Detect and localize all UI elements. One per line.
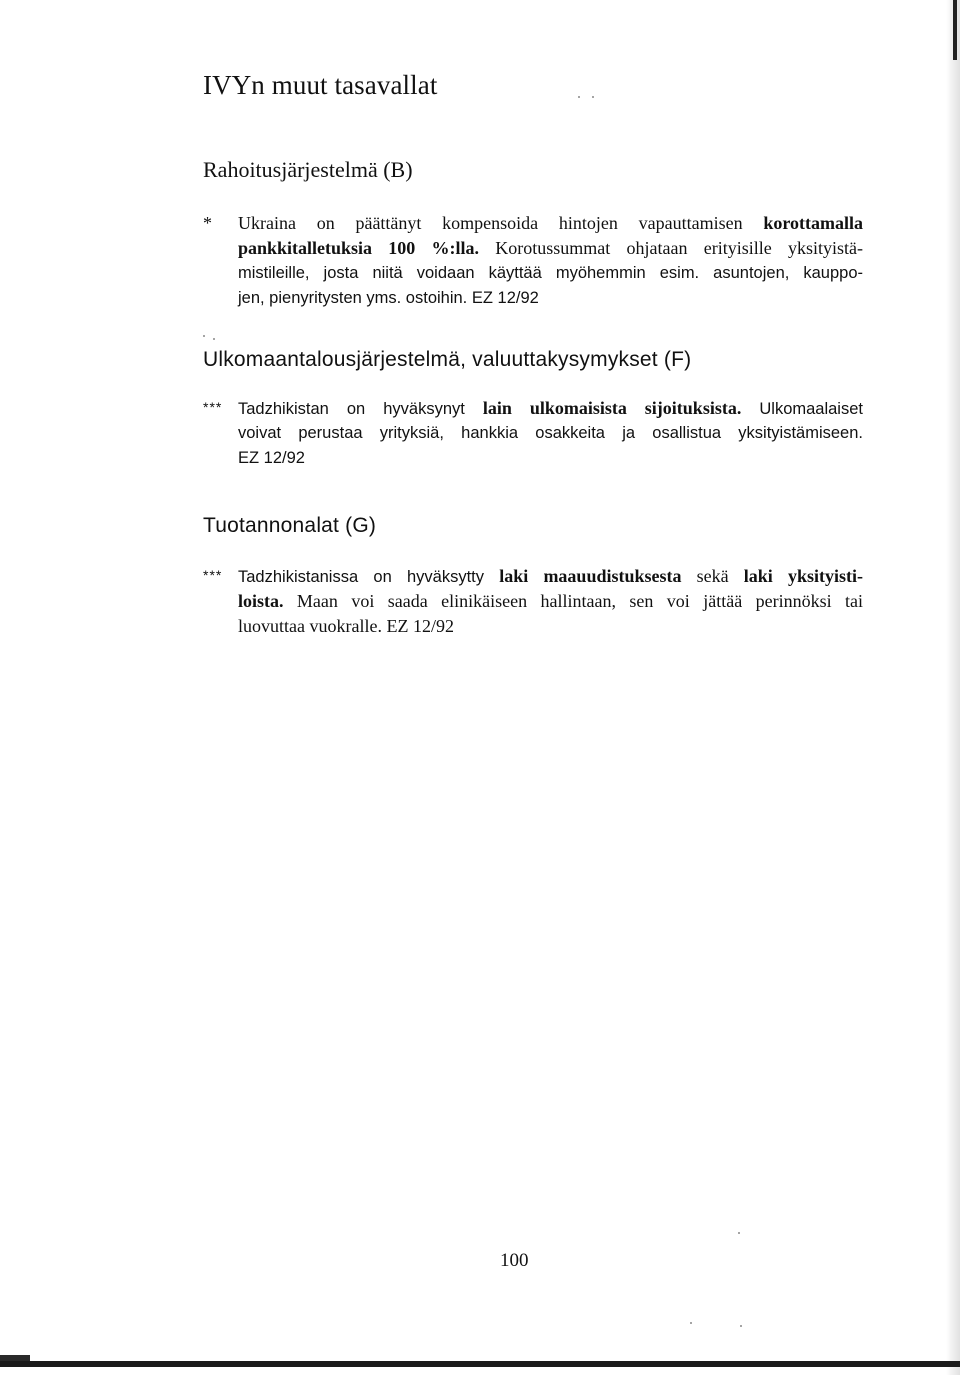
section-paragraph-b xyxy=(203,211,863,311)
scan-speck xyxy=(578,96,580,98)
emphasis-text: laki yksityisti- xyxy=(743,566,863,586)
scan-bottom-edge xyxy=(0,1361,960,1367)
line-text: voivat perustaa yrityksiä, hankkia osakkeita ja osallistua yksityistämiseen. xyxy=(238,424,863,442)
bullet-marker: *** xyxy=(203,567,223,583)
line-text: sekä xyxy=(681,566,744,586)
scan-edge-mark xyxy=(953,0,957,60)
bullet-marker: * xyxy=(203,213,212,233)
section-heading-f: Ulkomaantalousjärjestelmä, valuuttakysymykset (F) xyxy=(203,348,692,371)
line-text: Korotussummat ohjataan erityisille yksityistä- xyxy=(479,238,863,258)
section-heading-b: Rahoitusjärjestelmä (B) xyxy=(203,157,413,182)
emphasis-text: pankkitalletuksia 100 %:lla. xyxy=(238,238,480,258)
section-paragraph-g xyxy=(203,564,863,639)
paragraph-line xyxy=(203,446,863,471)
emphasis-text: loista. xyxy=(238,591,284,611)
line-text: jen, pienyritysten yms. ostoihin. EZ 12/92 xyxy=(238,289,539,307)
scan-speck xyxy=(203,335,205,337)
scan-edge-shadow xyxy=(946,0,960,1375)
paragraph-line xyxy=(203,589,863,614)
emphasis-text: korottamalla xyxy=(763,213,863,233)
line-text: Tadzhikistanissa on hyväksytty xyxy=(238,568,500,586)
line-text: EZ 12/92 xyxy=(238,449,305,467)
line-text: mistileille, josta niitä voidaan käyttää myöhemmin esim. asuntojen, kauppo- xyxy=(238,264,863,282)
paragraph-line xyxy=(203,564,863,589)
section-paragraph-f xyxy=(203,396,863,471)
paragraph-line xyxy=(203,614,863,639)
scan-speck xyxy=(690,1322,692,1324)
paragraph-line xyxy=(203,236,863,261)
emphasis-text: lain ulkomaisista sijoituksista. xyxy=(482,398,742,418)
bullet-marker: *** xyxy=(203,399,223,415)
scan-speck xyxy=(213,338,215,340)
paragraph-line xyxy=(203,421,863,446)
page-title: IVYn muut tasavallat xyxy=(203,70,438,100)
paragraph-line xyxy=(203,396,863,421)
scan-speck xyxy=(740,1325,742,1327)
paragraph-line xyxy=(203,261,863,286)
line-text: Ukraina on päättänyt kompensoida hintojen vapauttamisen xyxy=(238,213,764,233)
line-text: luovuttaa vuokralle. EZ 12/92 xyxy=(238,616,454,636)
line-text: Tadzhikistan on hyväksynyt xyxy=(238,400,483,418)
page-number: 100 xyxy=(500,1250,529,1271)
paragraph-line xyxy=(203,286,863,311)
emphasis-text: laki maauudistuksesta xyxy=(499,566,682,586)
line-text: Ulkomaalaiset xyxy=(741,400,863,418)
scan-speck xyxy=(738,1232,740,1234)
section-heading-g: Tuotannonalat (G) xyxy=(203,514,377,537)
line-text: Maan voi saada elinikäiseen hallintaan, sen voi jättää perinnöksi tai xyxy=(283,591,863,611)
paragraph-line xyxy=(203,211,863,236)
scan-speck xyxy=(592,96,594,98)
